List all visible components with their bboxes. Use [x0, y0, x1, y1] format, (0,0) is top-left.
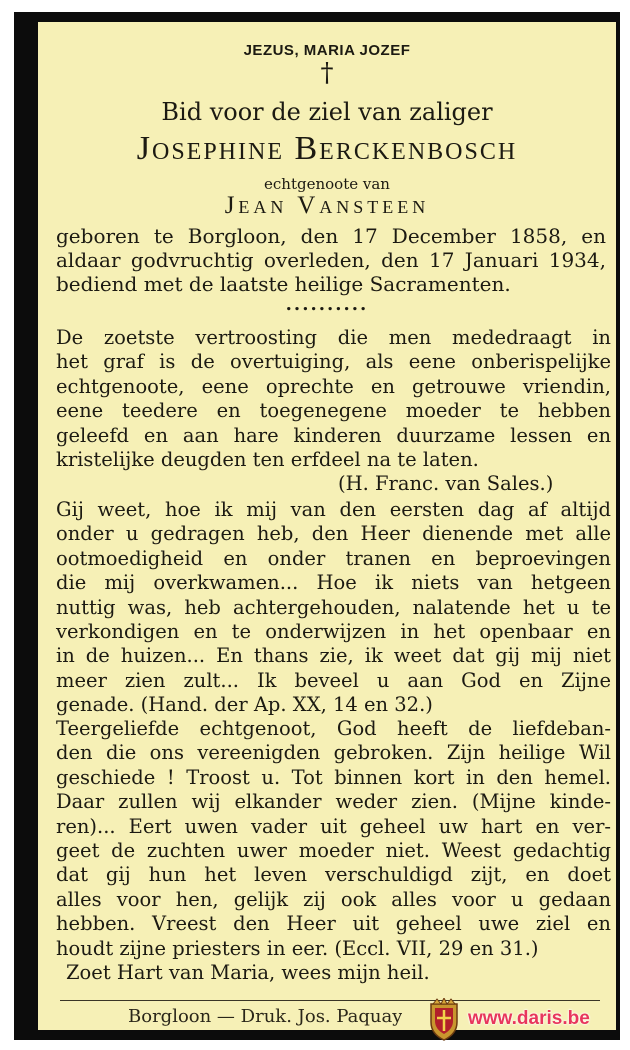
prayer-line: Bid voor de ziel van zaliger — [161, 98, 493, 126]
separator: .......... — [285, 294, 369, 315]
text-line: alles voor hen, gelijk zij ook alles voor u gedaan — [56, 887, 611, 911]
deceased-name: Josephine Berckenbosch — [136, 130, 518, 167]
text-line: den die ons vereenigden gebroken. Zijn heilige Wil — [56, 741, 611, 765]
biography — [56, 224, 606, 296]
text-line: in de huizen... En thans zie, ik weet dat gij mij niet — [56, 644, 611, 668]
spouse-relation: echtgenoote van — [264, 175, 390, 193]
text-line: genade. (Hand. der Ap. XX, 14 en 32.) — [56, 693, 433, 717]
text-line: nuttig was, heb achtergehouden, nalatende het u te — [56, 595, 611, 619]
memorial-card — [38, 22, 616, 1030]
text-line: echtgenoote, eene oprechte en getrouwe vriendin, — [56, 374, 611, 398]
text-line: geschiede ! Troost u. Tot binnen kort in den hemel. — [56, 765, 611, 789]
text-line: ootmoedigheid en onder tranen en beproevingen — [56, 546, 611, 570]
text-line: geleefd en aan hare kinderen duurzame lessen en — [56, 423, 611, 447]
spouse-name: Jean Vansteen — [224, 192, 430, 219]
text-line: die mij overkwamen... Hoe ik niets van hetgeen — [56, 571, 611, 595]
paragraph-2 — [56, 498, 611, 718]
printer-imprint: Borgloon — Druk. Jos. Paquay — [128, 1006, 403, 1027]
text-line: geet de zuchten uwer moeder niet. Weest gedachtig — [56, 839, 611, 863]
text-line: verkondigen en te onderwijzen in het openbaar en — [56, 620, 611, 644]
cross-icon: † — [320, 58, 334, 88]
text-line: kristelijke deugden ten erfdeel na te laten. — [56, 448, 479, 472]
text-line: meer zien zult... Ik beveel u aan God en Zijne — [56, 668, 611, 692]
text-line: Zoet Hart van Maria, wees mijn heil. — [66, 961, 430, 984]
paragraph-1 — [56, 326, 611, 472]
watermark[interactable]: www.daris.be — [468, 1008, 590, 1029]
text-line: het graf is de overtuiging, als eene onberispelijke — [56, 350, 611, 374]
text-line: Gij weet, hoe ik mij van den eersten dag af altijd — [56, 498, 611, 521]
footer-divider — [60, 1000, 600, 1001]
bio-line: aldaar godvruchtig overleden, den 17 Januari 1934, — [56, 248, 606, 272]
card-header: JEZUS, MARIA JOZEF — [243, 42, 411, 59]
text-line: ren)... Eert uwen vader uit geheel uw hart en ver- — [56, 814, 611, 838]
bio-line: bediend met de laatste heilige Sacramenten. — [56, 272, 511, 296]
coat-of-arms-logo — [427, 998, 461, 1042]
text-line: Teergeliefde echtgenoot, God heeft de liefdeban- — [56, 717, 611, 740]
text-line: onder u gedragen heb, den Heer dienende met alle — [56, 522, 611, 546]
text-line: Daar zullen wij elkander weder zien. (Mijne kinde- — [56, 790, 611, 814]
paragraph-3 — [56, 717, 611, 961]
text-line: hebben. Vreest den Heer uit geheel uwe ziel en — [56, 912, 611, 936]
closing-prayer — [56, 961, 611, 985]
quote-source: (H. Franc. van Sales.) — [338, 472, 554, 495]
bio-line: geboren te Borgloon, den 17 December 1858, en — [56, 224, 606, 248]
text-line: De zoetste vertroosting die men mededraagt in — [56, 326, 611, 349]
text-line: houdt zijne priesters in eer. (Eccl. VII, 29 en 31.) — [56, 936, 539, 960]
text-line: eene teedere en toegenegene moeder te hebben — [56, 399, 611, 423]
text-line: dat gij hun het leven verschuldigd zijt, en doet — [56, 863, 611, 887]
